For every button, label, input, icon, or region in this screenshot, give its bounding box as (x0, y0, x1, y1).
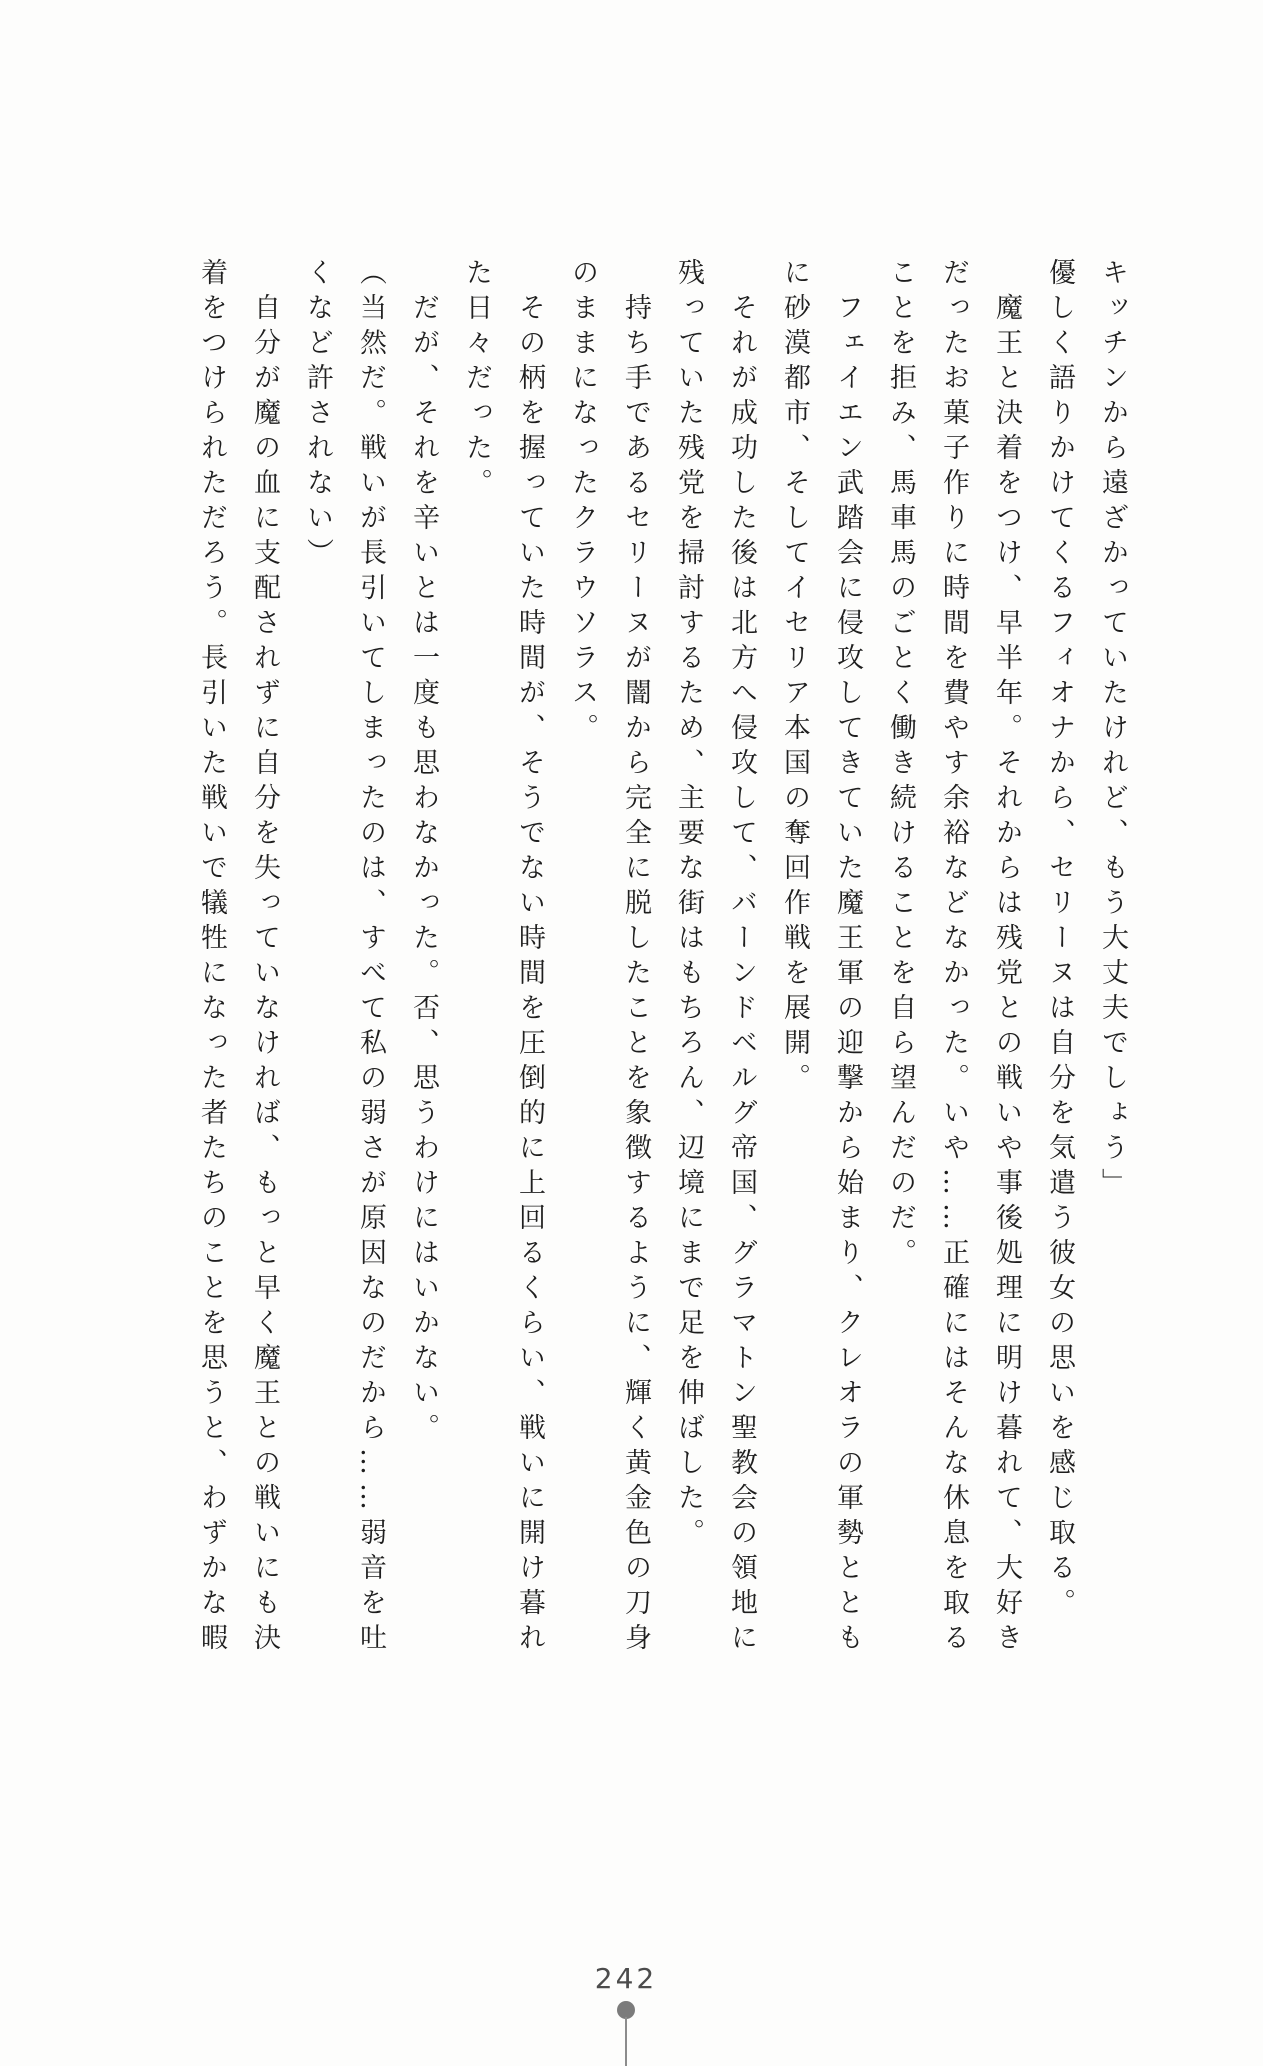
text-column: （当然だ。戦いが長引いてしまったのは、すべて私の弱さが原因なのだから……弱音を吐 (355, 258, 386, 1658)
text-column: ことを拒み、馬車馬のごとく働き続けることを自ら望んだのだ。 (885, 258, 916, 1273)
text-column: 残っていた残党を掃討するため、主要な街はもちろん、辺境にまで足を伸ばした。 (673, 258, 704, 1553)
footer-rule (625, 2017, 627, 2066)
text-column: だが、それを辛いとは一度も思わなかった。否、思うわけにはいかない。 (408, 293, 439, 1448)
text-column: た日々だった。 (461, 258, 492, 503)
text-column: だったお菓子作りに時間を費やす余裕などなかった。いや……正確にはそんな休息を取る (938, 258, 969, 1658)
text-column: 持ち手であるセリーヌが闇から完全に脱したことを象徴するように、輝く黄金色の刀身 (620, 293, 651, 1658)
text-column: に砂漠都市、そしてイセリア本国の奪回作戦を展開。 (779, 258, 810, 1098)
text-column: 魔王と決着をつけ、早半年。それからは残党との戦いや事後処理に明け暮れて、大好き (991, 293, 1022, 1658)
text-column: 優しく語りかけてくるフィオナから、セリーヌは自分を気遣う彼女の思いを感じ取る。 (1044, 258, 1075, 1623)
text-column: のままになったクラウソラス。 (567, 258, 598, 748)
page-number: 242 (594, 1962, 658, 1995)
text-column: その柄を握っていた時間が、そうでない時間を圧倒的に上回るくらい、戦いに開け暮れ (514, 293, 545, 1658)
text-column: 自分が魔の血に支配されずに自分を失っていなければ、もっと早く魔王との戦いにも決 (249, 293, 280, 1658)
text-column: 着をつけられただろう。長引いた戦いで犠牲になった者たちのことを思うと、わずかな暇 (196, 258, 227, 1658)
text-columns (185, 258, 1139, 1693)
text-column: キッチンから遠ざかっていたけれど、もう大丈夫でしょう」 (1097, 258, 1128, 1203)
text-column: くなど許されない） (302, 258, 333, 573)
text-column: それが成功した後は北方へ侵攻して、バーンドベルグ帝国、グラマトン聖教会の領地に (726, 293, 757, 1658)
text-column: フェイエン武踏会に侵攻してきていた魔王軍の迎撃から始まり、クレオラの軍勢ととも (832, 293, 863, 1658)
